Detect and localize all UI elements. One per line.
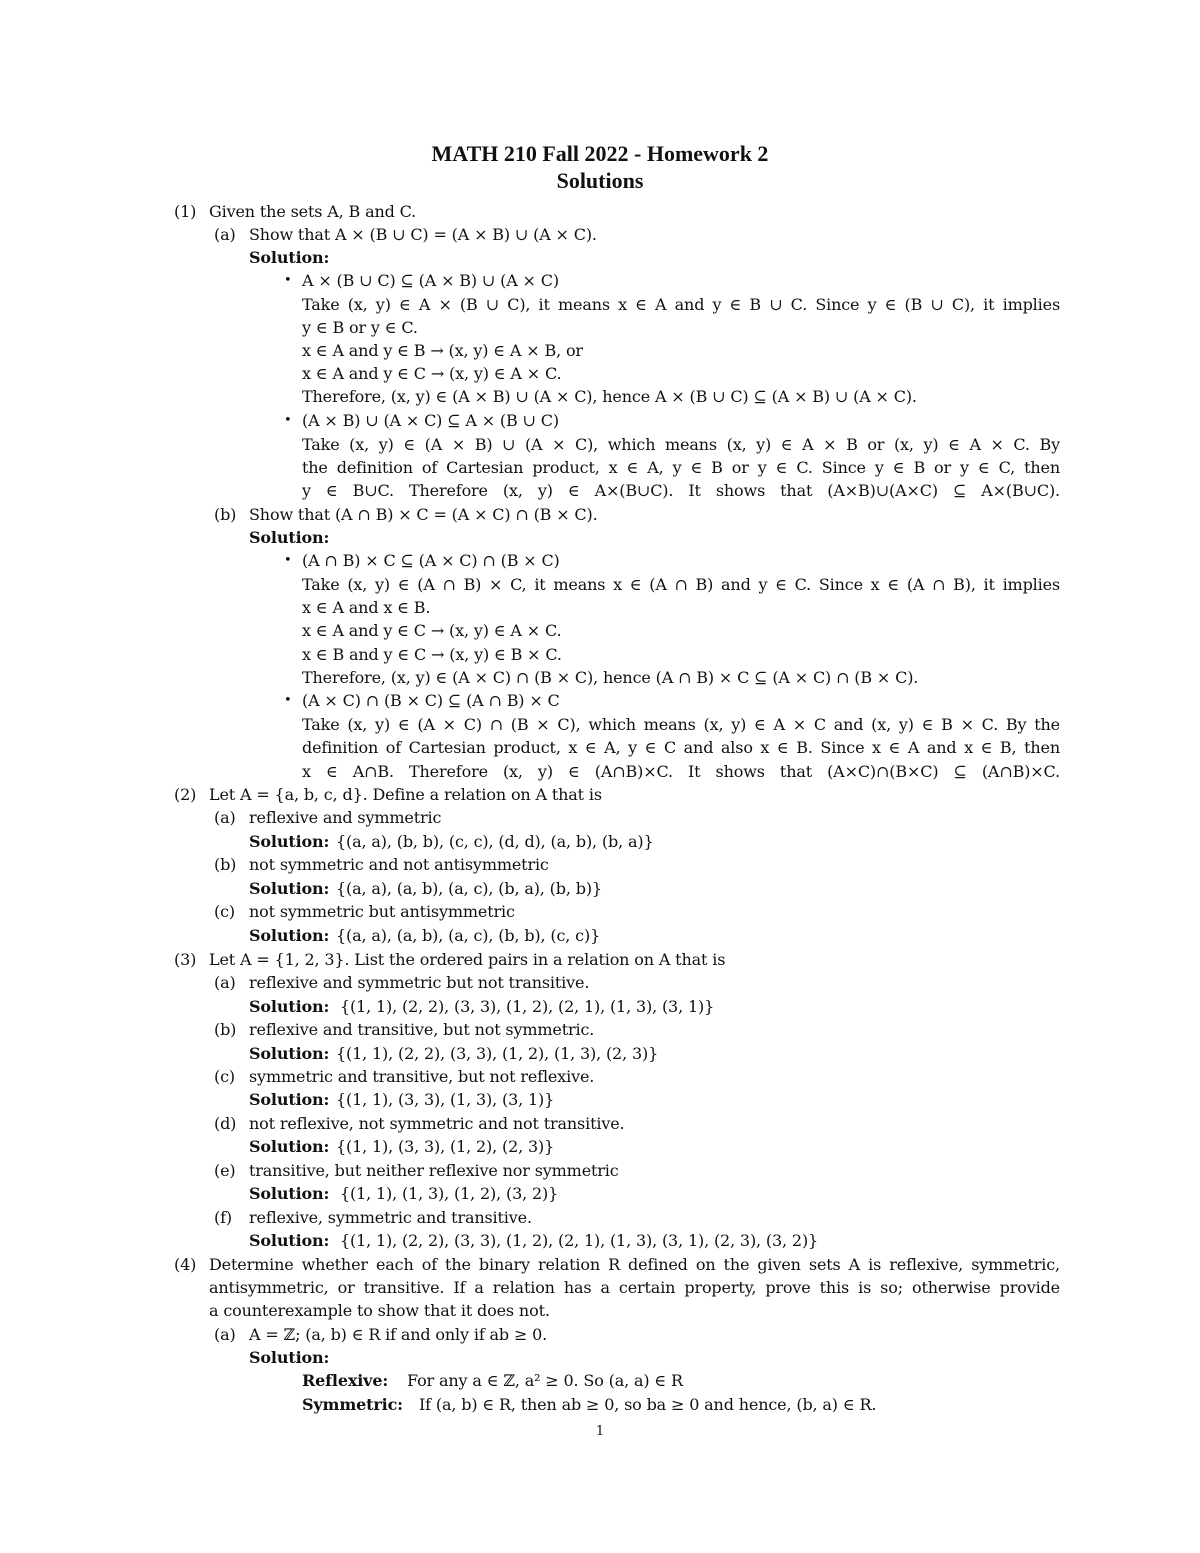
text-line-q1b-b2: (A × C) ∩ (B × C) ⊆ (A ∩ B) × C — [302, 691, 560, 710]
text-line-q1a-num: (a) — [214, 225, 236, 244]
text-line-q2c-sol: {(a, a), (a, b), (a, c), (b, b), (c, c)} — [336, 926, 601, 945]
text-line-q2a-num: (a) — [214, 808, 236, 827]
text-line-q2b-sol-label: Solution: — [249, 879, 330, 898]
text-line-q3f-sol: {(1, 1), (2, 2), (3, 3), (1, 2), (2, 1), (1, 3), (3, 1), (2, 3), (3, 2)} — [340, 1231, 819, 1250]
text-line-q1a-b1: A × (B ∪ C) ⊆ (A × B) ∪ (A × C) — [302, 271, 559, 290]
text-line-q1b: Show that (A ∩ B) × C = (A × C) ∩ (B × C). — [249, 505, 598, 524]
text-line-q3d-sol-label: Solution: — [249, 1137, 330, 1156]
text-line-q4-l2: antisymmetric, or transitive. If a relation has a certain property, prove this is so; otherwise provide — [209, 1278, 1060, 1297]
text-line-q4a: A = ℤ; (a, b) ∈ R if and only if ab ≥ 0. — [249, 1325, 548, 1344]
text-line-q4a-refl: For any a ∈ ℤ, a² ≥ 0. So (a, a) ∈ R — [407, 1371, 683, 1390]
text-line-q2: Let A = {a, b, c, d}. Define a relation on A that is — [209, 785, 602, 804]
text-line-q1b-b1-l2: x ∈ A and x ∈ B. — [302, 598, 431, 617]
text-line-q2b: not symmetric and not antisymmetric — [249, 855, 549, 874]
text-line-q3a-num: (a) — [214, 973, 236, 992]
text-line-q2b-num: (b) — [214, 855, 237, 874]
text-line-q4-num: (4) — [174, 1255, 197, 1274]
text-line-q1b-b2-l3: x ∈ A∩B. Therefore (x, y) ∈ (A∩B)×C. It shows that (A×C)∩(B×C) ⊆ (A∩B)×C. — [302, 762, 1060, 781]
text-line-q1b-b1-l5: Therefore, (x, y) ∈ (A × C) ∩ (B × C), hence (A ∩ B) × C ⊆ (A × C) ∩ (B × C). — [302, 668, 919, 687]
text-line-q1b-b1: (A ∩ B) × C ⊆ (A × C) ∩ (B × C) — [302, 551, 560, 570]
text-line-q1a-b1-l2: y ∈ B or y ∈ C. — [302, 318, 418, 337]
text-line-q4-l1: Determine whether each of the binary relation R defined on the given sets A is reflexive, symmetric, — [209, 1255, 1060, 1274]
text-line-q1b-b1-l3: x ∈ A and y ∈ C → (x, y) ∈ A × C. — [302, 621, 562, 640]
text-line-q3a-sol-label: Solution: — [249, 997, 330, 1016]
text-line-q3b-sol: {(1, 1), (2, 2), (3, 3), (1, 2), (1, 3), (2, 3)} — [336, 1044, 659, 1063]
bullet-icon: • — [284, 553, 292, 568]
text-line-q2c-sol-label: Solution: — [249, 926, 330, 945]
text-line-q3f: reflexive, symmetric and transitive. — [249, 1208, 532, 1227]
document-title: MATH 210 Fall 2022 - Homework 2 — [431, 141, 769, 166]
text-line-q3e-sol-label: Solution: — [249, 1184, 330, 1203]
bullet-icon: • — [284, 413, 292, 428]
text-line-q4a-sym-label: Symmetric: — [302, 1395, 403, 1414]
text-line-q3b-sol-label: Solution: — [249, 1044, 330, 1063]
text-line-q3a-sol: {(1, 1), (2, 2), (3, 3), (1, 2), (2, 1), (1, 3), (3, 1)} — [340, 997, 715, 1016]
text-line-q3b-num: (b) — [214, 1020, 237, 1039]
text-line-q3b: reflexive and transitive, but not symmetric. — [249, 1020, 595, 1039]
text-line-q3d-num: (d) — [214, 1114, 237, 1133]
text-line-q3c-sol-label: Solution: — [249, 1090, 330, 1109]
text-line-q1b-b2-l1: Take (x, y) ∈ (A × C) ∩ (B × C), which means (x, y) ∈ A × C and (x, y) ∈ B × C. By the — [302, 715, 1060, 734]
page-number: 1 — [595, 1424, 605, 1439]
text-line-q3e: transitive, but neither reflexive nor symmetric — [249, 1161, 619, 1180]
text-line-q1b-b2-l2: definition of Cartesian product, x ∈ A, y ∈ C and also x ∈ B. Since x ∈ A and x ∈ B, then — [302, 738, 1060, 757]
text-line-q3c-num: (c) — [214, 1067, 235, 1086]
text-line-q1a-b1-l1: Take (x, y) ∈ A × (B ∪ C), it means x ∈ A and y ∈ B ∪ C. Since y ∈ (B ∪ C), it implies — [302, 295, 1060, 314]
document-subtitle: Solutions — [556, 168, 644, 193]
text-line-q1-num: (1) — [174, 202, 197, 221]
bullet-icon: • — [284, 693, 292, 708]
text-line-q1a-b2: (A × B) ∪ (A × C) ⊆ A × (B ∪ C) — [302, 411, 559, 430]
text-line-q2c: not symmetric but antisymmetric — [249, 902, 515, 921]
text-line-q2-num: (2) — [174, 785, 197, 804]
text-line-q3f-num: (f) — [214, 1208, 232, 1227]
text-line-q4-l3: a counterexample to show that it does not. — [209, 1301, 550, 1320]
text-line-q4a-sol: Solution: — [249, 1348, 330, 1367]
text-line-q1a-b2-l3: y ∈ B∪C. Therefore (x, y) ∈ A×(B∪C). It shows that (A×B)∪(A×C) ⊆ A×(B∪C). — [302, 481, 1060, 500]
text-line-q2a-sol: {(a, a), (b, b), (c, c), (d, d), (a, b), (b, a)} — [336, 832, 654, 851]
text-line-q3a: reflexive and symmetric but not transitive. — [249, 973, 590, 992]
text-line-q1b-b1-l1: Take (x, y) ∈ (A ∩ B) × C, it means x ∈ (A ∩ B) and y ∈ C. Since x ∈ (A ∩ B), it implies — [302, 575, 1060, 594]
text-line-q3d-sol: {(1, 1), (3, 3), (1, 2), (2, 3)} — [336, 1137, 555, 1156]
text-line-q4a-refl-label: Reflexive: — [302, 1371, 389, 1390]
text-line-q3: Let A = {1, 2, 3}. List the ordered pairs in a relation on A that is — [209, 950, 726, 969]
text-line-q3d: not reflexive, not symmetric and not transitive. — [249, 1114, 625, 1133]
text-line-q1a-b1-l4: x ∈ A and y ∈ C → (x, y) ∈ A × C. — [302, 364, 562, 383]
text-line-q3-num: (3) — [174, 950, 197, 969]
text-line-q3f-sol-label: Solution: — [249, 1231, 330, 1250]
text-line-q1b-b1-l4: x ∈ B and y ∈ C → (x, y) ∈ B × C. — [302, 645, 562, 664]
text-line-q1a-b2-l1: Take (x, y) ∈ (A × B) ∪ (A × C), which means (x, y) ∈ A × B or (x, y) ∈ A × C. By — [302, 435, 1060, 454]
text-line-q3c-sol: {(1, 1), (3, 3), (1, 3), (3, 1)} — [336, 1090, 555, 1109]
text-line-q3c: symmetric and transitive, but not reflexive. — [249, 1067, 595, 1086]
text-line-q2a-sol-label: Solution: — [249, 832, 330, 851]
text-line-q1b-num: (b) — [214, 505, 237, 524]
text-line-q2b-sol: {(a, a), (a, b), (a, c), (b, a), (b, b)} — [336, 879, 602, 898]
bullet-icon: • — [284, 273, 292, 288]
text-line-q4a-sym: If (a, b) ∈ R, then ab ≥ 0, so ba ≥ 0 and hence, (b, a) ∈ R. — [419, 1395, 877, 1414]
text-line-q2a: reflexive and symmetric — [249, 808, 442, 827]
text-line-q3e-num: (e) — [214, 1161, 236, 1180]
text-line-q2c-num: (c) — [214, 902, 235, 921]
text-line-q1a-b1-l5: Therefore, (x, y) ∈ (A × B) ∪ (A × C), hence A × (B ∪ C) ⊆ (A × B) ∪ (A × C). — [302, 387, 917, 406]
text-line-q4a-num: (a) — [214, 1325, 236, 1344]
text-line-q3e-sol: {(1, 1), (1, 3), (1, 2), (3, 2)} — [340, 1184, 559, 1203]
text-line-q1a-b1-l3: x ∈ A and y ∈ B → (x, y) ∈ A × B, or — [302, 341, 583, 360]
text-line-q1a: Show that A × (B ∪ C) = (A × B) ∪ (A × C). — [249, 225, 597, 244]
text-line-q1: Given the sets A, B and C. — [209, 202, 417, 221]
text-line-q1a-sol: Solution: — [249, 248, 330, 267]
text-line-q1a-b2-l2: the definition of Cartesian product, x ∈ A, y ∈ B or y ∈ C. Since y ∈ B or y ∈ C, then — [302, 458, 1060, 477]
text-line-q1b-sol: Solution: — [249, 528, 330, 547]
